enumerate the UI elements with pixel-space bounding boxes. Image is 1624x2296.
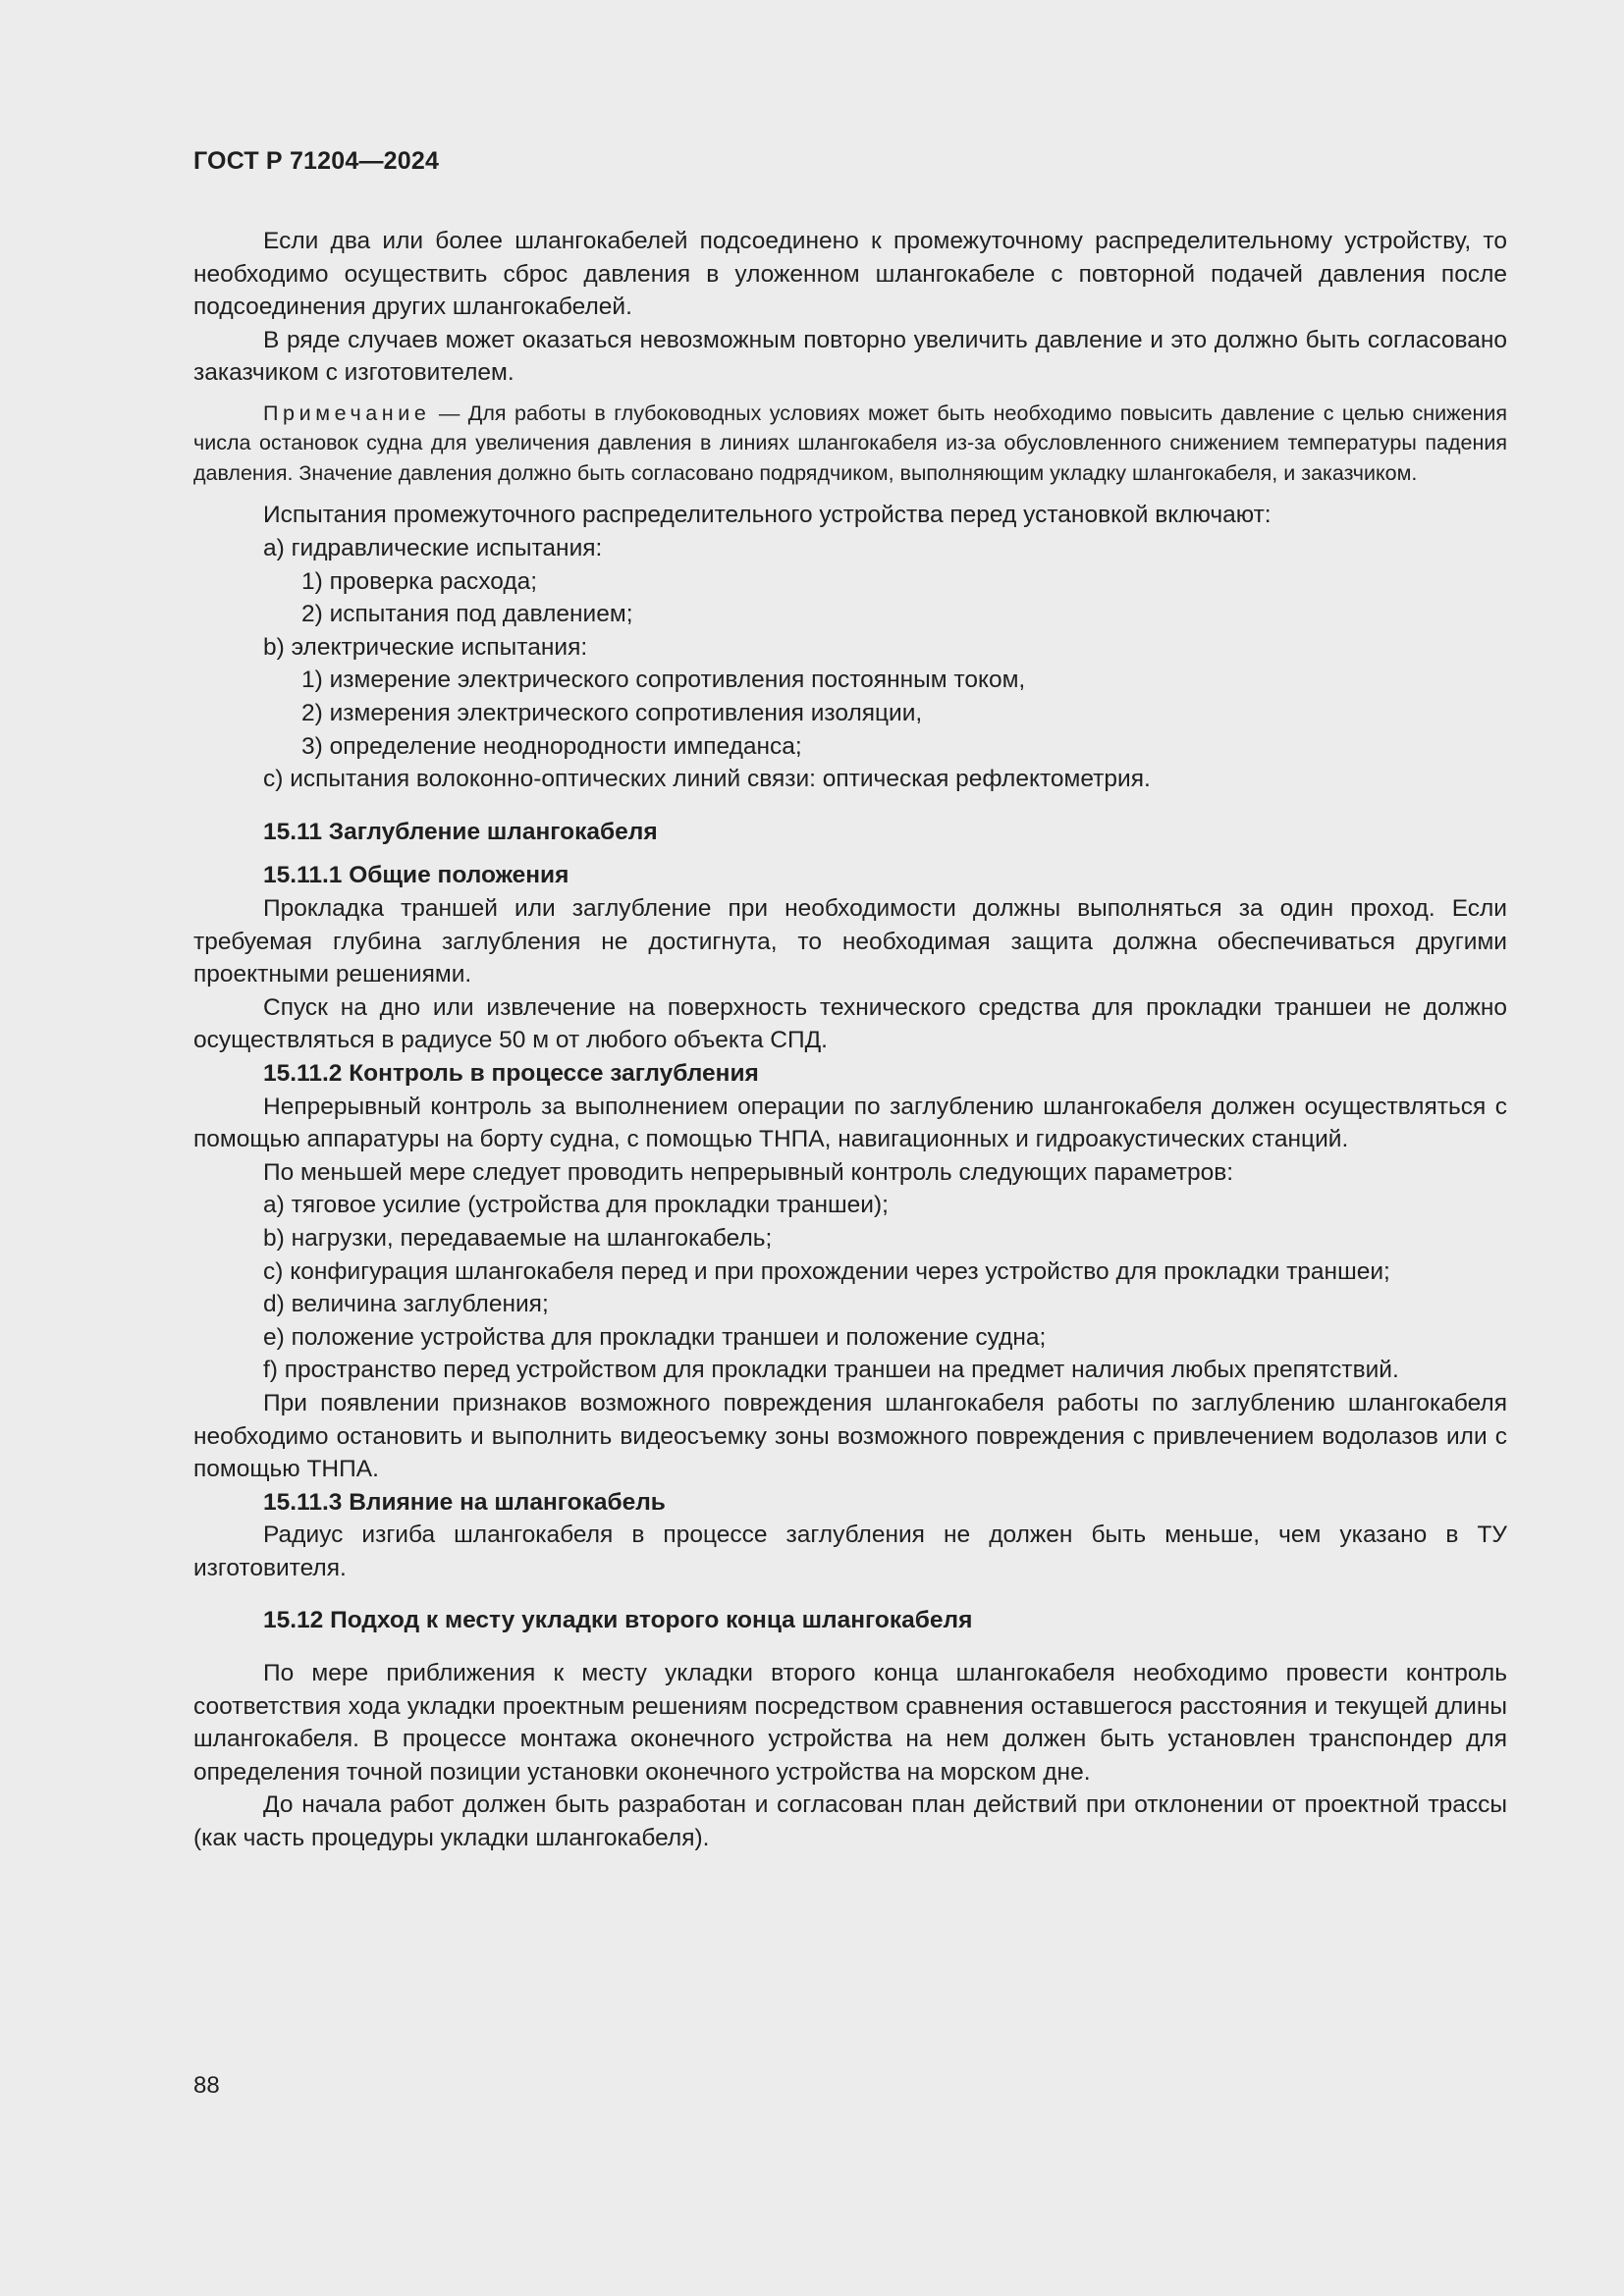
subsection-heading: 15.11.2 Контроль в процессе заглубления [263, 1059, 759, 1087]
list-item: b) электрические испытания: [263, 633, 588, 661]
list-item: с) конфигурация шлангокабеля перед и при прохождении через устройство для прокладки траншеи; [263, 1257, 1390, 1285]
subsection-heading: 15.11.3 Влияние на шлангокабель [263, 1488, 666, 1516]
list-item: f) пространство перед устройством для прокладки траншеи на предмет наличия любых препятствий. [263, 1357, 1399, 1384]
list-item: 3) определение неоднородности импеданса; [301, 732, 802, 760]
note [193, 399, 1507, 489]
paragraph: Если два или более шлангокабелей подсоединено к промежуточному распределительному устройству, то необходимо осуществить сброс давления в уложенном шлангокабеле с повторной подачей давления после подсоединения других шлангокабелей. [193, 228, 1507, 321]
list-item: 2) испытания под давлением; [301, 601, 633, 628]
paragraph: В ряде случаев может оказаться невозможным повторно увеличить давление и это должно быть согласовано заказчиком с изготовителем. [193, 326, 1507, 387]
paragraph: При появлении признаков возможного повреждения шлангокабеля работы по заглублению шлангокабеля необходимо остановить и выполнить видеосъемку зоны возможного повреждения с привлечением водолазов или с помощью ТНПА. [193, 1389, 1507, 1483]
note-label: Примечание [263, 400, 431, 425]
section-heading: 15.12 Подход к месту укладки второго конца шлангокабеля [263, 1607, 973, 1634]
list-item: 2) измерения электрического сопротивления изоляции, [301, 700, 923, 727]
paragraph: Непрерывный контроль за выполнением операции по заглублению шлангокабеля должен осуществляться с помощью аппаратуры на борту судна, с помощью ТНПА, навигационных и гидроакустических станций. [193, 1093, 1507, 1153]
paragraph: До начала работ должен быть разработан и согласован план действий при отклонении от проектной трассы (как часть процедуры укладки шлангокабеля). [193, 1791, 1507, 1852]
list-item: d) величина заглубления; [263, 1291, 549, 1318]
paragraph: По меньшей мере следует проводить непрерывный контроль следующих параметров: [263, 1158, 1234, 1186]
list-item: 1) проверка расхода; [301, 567, 538, 595]
page-content [193, 225, 1507, 1855]
list-item: 1) измерение электрического сопротивления постоянным током, [301, 667, 1026, 694]
subsection-heading: 15.11.1 Общие положения [263, 862, 569, 889]
document-header: ГОСТ Р 71204—2024 [193, 147, 440, 175]
note-text: — Для работы в глубоководных условиях может быть необходимо повысить давление с целью снижения числа остановок судна для увеличения давления в линиях шлангокабеля из-за обусловленного снижением температуры падения давления. Значение давления должно быть согласовано подрядчиком, выполняющим укладку шлангокабеля, и заказчиком. [193, 400, 1507, 485]
paragraph: Спуск на дно или извлечение на поверхность технического средства для прокладки траншеи не должно осуществляться в радиусе 50 м от любого объекта СПД. [193, 993, 1507, 1054]
paragraph: По мере приближения к месту укладки второго конца шлангокабеля необходимо провести контроль соответствия хода укладки проектным решениям посредством сравнения оставшегося расстояния и текущей длины шлангокабеля. В процессе монтажа оконечного устройства на нем должен быть установлен транспондер для определения точной позиции установки оконечного устройства на морском дне. [193, 1660, 1507, 1786]
paragraph: Прокладка траншей или заглубление при необходимости должны выполняться за один проход. Если требуемая глубина заглубления не достигнута, то необходимая защита должна обеспечиваться другими проектными решениями. [193, 895, 1507, 988]
list-item: а) тяговое усилие (устройства для прокладки траншеи); [263, 1192, 889, 1219]
list-item: с) испытания волоконно-оптических линий связи: оптическая рефлектометрия. [263, 766, 1151, 793]
paragraph: Радиус изгиба шлангокабеля в процессе заглубления не должен быть меньше, чем указано в ТУ изготовителя. [193, 1522, 1507, 1581]
list-item: е) положение устройства для прокладки траншеи и положение судна; [263, 1323, 1047, 1351]
page-number: 88 [193, 2072, 220, 2099]
section-heading: 15.11 Заглубление шлангокабеля [263, 818, 658, 845]
list-item: b) нагрузки, передаваемые на шлангокабель; [263, 1224, 773, 1252]
list-item: а) гидравлические испытания: [263, 535, 603, 562]
paragraph: Испытания промежуточного распределительного устройства перед установкой включают: [263, 502, 1272, 529]
